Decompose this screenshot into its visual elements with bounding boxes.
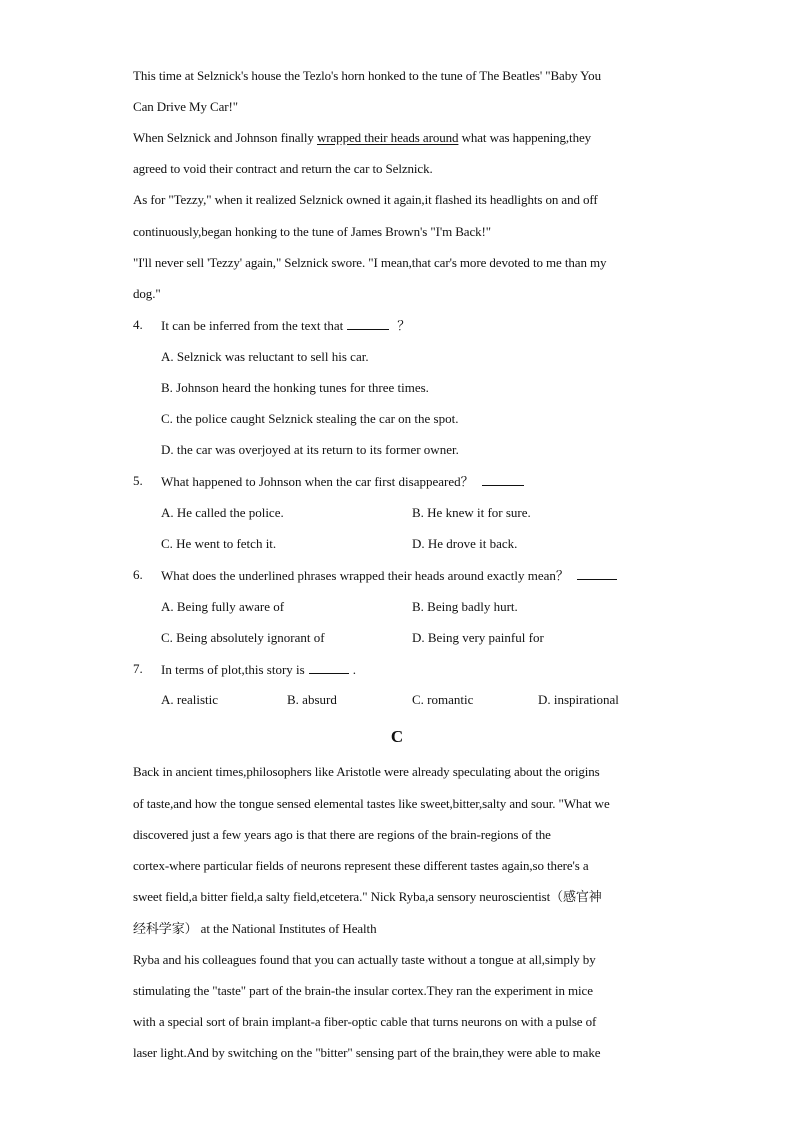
passage-text: When Selznick and Johnson finally <box>133 130 317 145</box>
option-a[interactable]: A. realistic <box>161 692 219 707</box>
question-number: 4. <box>133 317 143 332</box>
passage-line: discovered just a few years ago is that there are regions of the brain-regions of the <box>133 827 551 842</box>
section-heading: C <box>390 727 404 746</box>
option-c[interactable]: C. the police caught Selznick stealing the car on the spot. <box>161 411 459 426</box>
passage-line: agreed to void their contract and return the car to Selznick. <box>133 161 433 176</box>
question-number: 6. <box>133 567 143 582</box>
underlined-phrase: wrapped their heads around <box>316 130 459 145</box>
answer-blank[interactable] <box>577 567 617 580</box>
question-text <box>161 317 410 334</box>
passage-line: This time at Selznick's house the Tezlo's horn honked to the tune of The Beatles' "Baby You <box>133 68 601 83</box>
passage-line: Can Drive My Car!" <box>133 99 238 114</box>
answer-blank[interactable] <box>347 317 389 330</box>
passage-line: "I'll never sell 'Tezzy' again," Selznick swore. "I mean,that car's more devoted to me than my <box>133 255 607 270</box>
option-b[interactable]: B. Being badly hurt. <box>412 599 518 614</box>
option-b[interactable]: B. Johnson heard the honking tunes for three times. <box>161 380 429 395</box>
option-a[interactable]: A. He called the police. <box>161 505 284 520</box>
option-d[interactable]: D. inspirational <box>538 692 619 707</box>
option-d[interactable]: D. He drove it back. <box>412 536 518 551</box>
passage-line: As for "Tezzy," when it realized Selznick owned it again,it flashed its headlights on and off <box>133 192 598 207</box>
passage-line: stimulating the "taste" part of the brain-the insular cortex.They ran the experiment in mice <box>133 983 593 998</box>
passage-line: with a special sort of brain implant-a fiber-optic cable that turns neurons on with a pulse of <box>133 1014 597 1029</box>
passage-line: continuously,began honking to the tune of James Brown's "I'm Back!" <box>133 224 491 239</box>
passage-line: cortex-where particular fields of neurons represent these different tastes again,so there's a <box>133 858 589 873</box>
answer-blank[interactable] <box>482 473 524 486</box>
question-stem: It can be inferred from the text that <box>161 318 344 333</box>
passage-line: 经科学家） at the National Institutes of Health <box>133 921 377 936</box>
option-a[interactable]: A. Selznick was reluctant to sell his car. <box>161 349 369 364</box>
question-text <box>161 473 524 490</box>
option-b[interactable]: B. He knew it for sure. <box>412 505 531 520</box>
question-text <box>161 661 356 678</box>
option-b[interactable]: B. absurd <box>287 692 337 707</box>
question-end: . <box>352 662 356 677</box>
passage-text: what was happening,they <box>458 130 592 145</box>
passage-line: Ryba and his colleagues found that you can actually taste without a tongue at all,simply by <box>133 952 596 967</box>
option-c[interactable]: C. romantic <box>412 692 474 707</box>
passage-line: sweet field,a bitter field,a salty field,etcetera." Nick Ryba,a sensory neuroscientist（感官神 <box>133 889 602 904</box>
answer-blank[interactable] <box>309 661 349 674</box>
question-end: ？ <box>397 318 411 333</box>
option-c[interactable]: C. Being absolutely ignorant of <box>161 630 325 645</box>
passage-line: of taste,and how the tongue sensed elemental tastes like sweet,bitter,salty and sour. "What we <box>133 796 610 811</box>
question-stem: In terms of plot,this story is <box>161 662 305 677</box>
passage-line: dog." <box>133 286 161 301</box>
question-text <box>161 567 617 584</box>
passage-line: Back in ancient times,philosophers like Aristotle were already speculating about the origins <box>133 764 600 779</box>
question-stem: What does the underlined phrases wrapped their heads around exactly mean？ <box>161 568 569 583</box>
passage-line <box>133 130 591 146</box>
option-d[interactable]: D. Being very painful for <box>412 630 544 645</box>
option-a[interactable]: A. Being fully aware of <box>161 599 285 614</box>
question-number: 5. <box>133 473 143 488</box>
passage-line: laser light.And by switching on the "bitter" sensing part of the brain,they were able to make <box>133 1045 601 1060</box>
option-d[interactable]: D. the car was overjoyed at its return to its former owner. <box>161 442 459 457</box>
question-stem: What happened to Johnson when the car first disappeared？ <box>161 474 474 489</box>
option-c[interactable]: C. He went to fetch it. <box>161 536 277 551</box>
question-number: 7. <box>133 661 143 676</box>
